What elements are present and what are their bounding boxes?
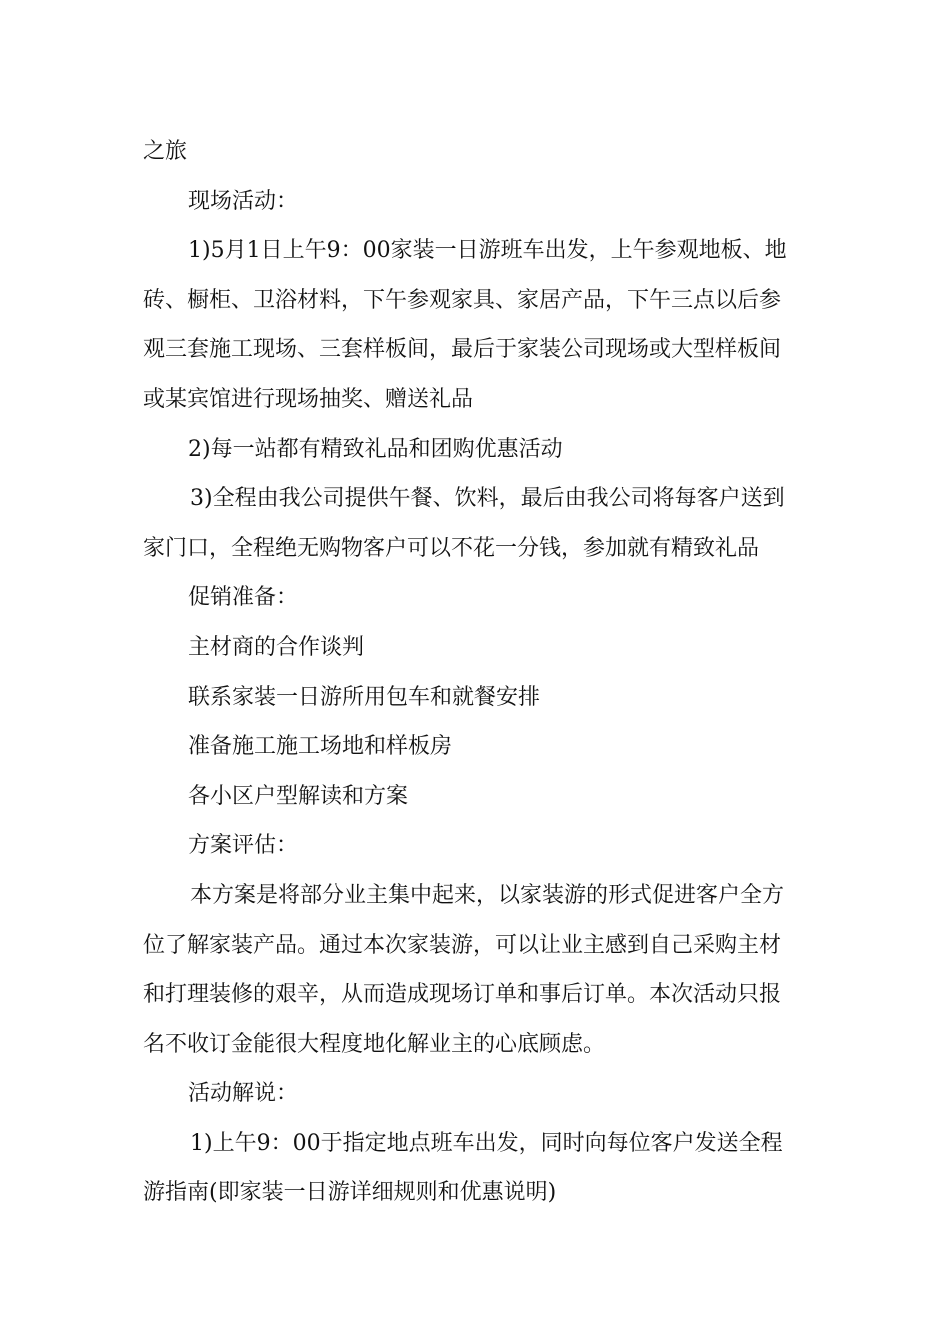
text-line: 位了解家装产品。通过本次家装游，可以让业主感到自己采购主材	[143, 932, 782, 958]
text-line: 本方案是将部分业主集中起来，以家装游的形式促进客户全方	[190, 882, 785, 908]
list-item: 准备施工施工场地和样板房	[188, 734, 453, 760]
text-line: 名不收订金能很大程度地化解业主的心底顾虑。	[143, 1031, 606, 1057]
list-item: 联系家装一日游所用包车和就餐安排	[188, 684, 541, 710]
text-line: 观三套施工现场、三套样板间，最后于家装公司现场或大型样板间	[143, 337, 782, 363]
text-line: 砖、橱柜、卫浴材料，下午参观家具、家居产品，下午三点以后参	[143, 287, 782, 313]
list-item: 主材商的合作谈判	[188, 634, 365, 660]
text-line: 游指南(即家装一日游详细规则和优惠说明)	[143, 1180, 557, 1206]
document-body	[143, 133, 809, 1224]
text-line: 和打理装修的艰辛，从而造成现场订单和事后订单。本次活动只报	[143, 982, 782, 1008]
text-line: 1)5月1日上午9：00家装一日游班车出发，上午参观地板、地	[188, 238, 787, 264]
text-line: 之旅	[143, 139, 188, 164]
text-line: 1)上午9：00于指定地点班车出发，同时向每位客户发送全程	[190, 1130, 783, 1156]
section-heading-activity-explanation: 活动解说：	[188, 1081, 299, 1107]
text-line: 2)每一站都有精致礼品和团购优惠活动	[188, 436, 563, 462]
section-heading-plan-evaluation: 方案评估：	[188, 833, 299, 859]
text-line: 家门口，全程绝无购物客户可以不花一分钱，参加就有精致礼品	[143, 535, 760, 561]
text-line: 3)全程由我公司提供午餐、饮料，最后由我公司将每客户送到	[190, 486, 785, 512]
text-line: 或某宾馆进行现场抽奖、赠送礼品	[143, 386, 474, 412]
section-heading-onsite-activities: 现场活动：	[188, 188, 299, 214]
list-item: 各小区户型解读和方案	[188, 783, 409, 809]
section-heading-promotion-prep: 促销准备：	[188, 585, 299, 611]
